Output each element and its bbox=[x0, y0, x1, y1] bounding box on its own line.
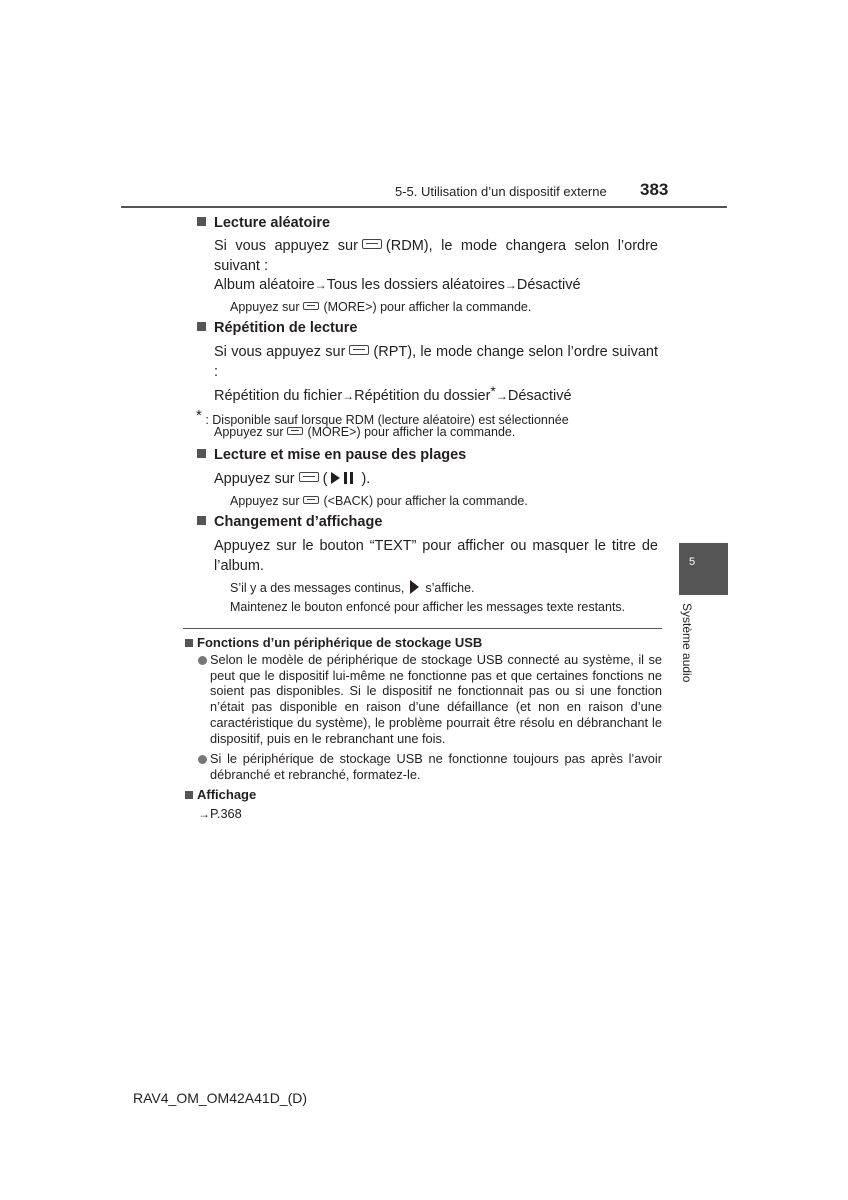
play-pause-note: Appuyez sur (<BACK) pour afficher la commande. bbox=[230, 494, 528, 508]
square-bullet-icon bbox=[185, 639, 193, 647]
back-button-icon bbox=[303, 496, 319, 504]
chapter-title: Système audio bbox=[680, 603, 694, 683]
display-change-note-2: Maintenez le bouton enfoncé pour afficher les messages texte restants. bbox=[230, 600, 626, 614]
repeat-play-sequence: Répétition du fichier→Répétition du dossier*→Désactivé bbox=[214, 383, 572, 404]
usb-bullet-2-text: Si le périphérique de stockage USB ne fonctionne toujours pas après l’avoir débranché et rebranché, formatez-le. bbox=[210, 751, 662, 782]
heading-random-play: Lecture aléatoire bbox=[197, 215, 330, 231]
document-code: RAV4_OM_OM42A41D_(D) bbox=[133, 1090, 308, 1106]
square-bullet-icon bbox=[197, 449, 206, 458]
right-arrow-icon bbox=[410, 580, 419, 594]
random-play-sequence: Album aléatoire→Tous les dossiers aléatoires→Désactivé bbox=[214, 277, 581, 293]
random-play-paragraph: Si vous appuyez sur (RDM), le mode changera selon l’ordre suivant : bbox=[214, 238, 658, 274]
usb-bullet-1-text: Selon le modèle de périphérique de stockage USB connecté au système, il se peut que le dispositif lui-même ne fonctionne pas et que certaines fonctions ne soient pas disponibles. Si le dispositif ne fonctionnait pas ou si une fonction n’était pas disponible en raison d’une défaillance (et non en raison d’une caractéristique du système), le problème pourrait être résolu en débranchant le dispositif, puis en le rebranchant une fois. bbox=[210, 652, 662, 746]
display-change-paragraph: Appuyez sur le bouton “TEXT” pour afficher ou masquer le titre de l’album. bbox=[214, 538, 658, 574]
rdm-button-icon bbox=[362, 239, 382, 249]
round-bullet-icon bbox=[198, 755, 207, 764]
info-divider bbox=[183, 628, 662, 629]
usb-bullet-2 bbox=[198, 752, 210, 768]
arrow-icon: → bbox=[504, 278, 517, 292]
square-bullet-icon bbox=[197, 322, 206, 331]
button-icon bbox=[299, 472, 319, 482]
rpt-button-icon bbox=[349, 345, 369, 355]
square-bullet-icon bbox=[197, 516, 206, 525]
heading-repeat-play: Répétition de lecture bbox=[197, 320, 357, 336]
repeat-footnote: * : Disponible sauf lorsque RDM (lecture aléatoire) est sélectionnée bbox=[196, 407, 569, 427]
repeat-play-note: Appuyez sur (MORE>) pour afficher la commande. bbox=[214, 425, 516, 439]
usb-bullet-1 bbox=[198, 653, 210, 669]
heading-usb-functions: Fonctions d’un périphérique de stockage USB bbox=[185, 635, 482, 650]
repeat-play-paragraph: Si vous appuyez sur (RPT), le mode change selon l’ordre suivant : bbox=[214, 344, 658, 380]
square-bullet-icon bbox=[185, 791, 193, 799]
random-play-note: Appuyez sur (MORE>) pour afficher la commande. bbox=[230, 300, 532, 314]
heading-display-change: Changement d’affichage bbox=[197, 514, 382, 530]
arrow-icon: → bbox=[495, 389, 508, 403]
heading-play-pause: Lecture et mise en pause des plages bbox=[197, 447, 466, 463]
arrow-icon: → bbox=[198, 807, 210, 821]
play-pause-icon bbox=[331, 472, 357, 484]
square-bullet-icon bbox=[197, 217, 206, 226]
display-change-note-1: S’il y a des messages continus, s’affiche. bbox=[230, 581, 475, 595]
more-button-icon bbox=[303, 302, 319, 310]
arrow-icon: → bbox=[342, 389, 355, 403]
chapter-tab: 5 bbox=[679, 543, 728, 595]
round-bullet-icon bbox=[198, 656, 207, 665]
page-number: 383 bbox=[640, 180, 669, 199]
more-button-icon bbox=[287, 427, 303, 435]
header-divider bbox=[121, 206, 727, 208]
arrow-icon: → bbox=[314, 278, 327, 292]
display-reference: →P.368 bbox=[198, 806, 242, 821]
heading-display: Affichage bbox=[185, 787, 256, 802]
header-section-title: 5-5. Utilisation d’un dispositif externe bbox=[395, 184, 607, 199]
play-pause-paragraph: Appuyez sur ( ). bbox=[214, 471, 371, 487]
